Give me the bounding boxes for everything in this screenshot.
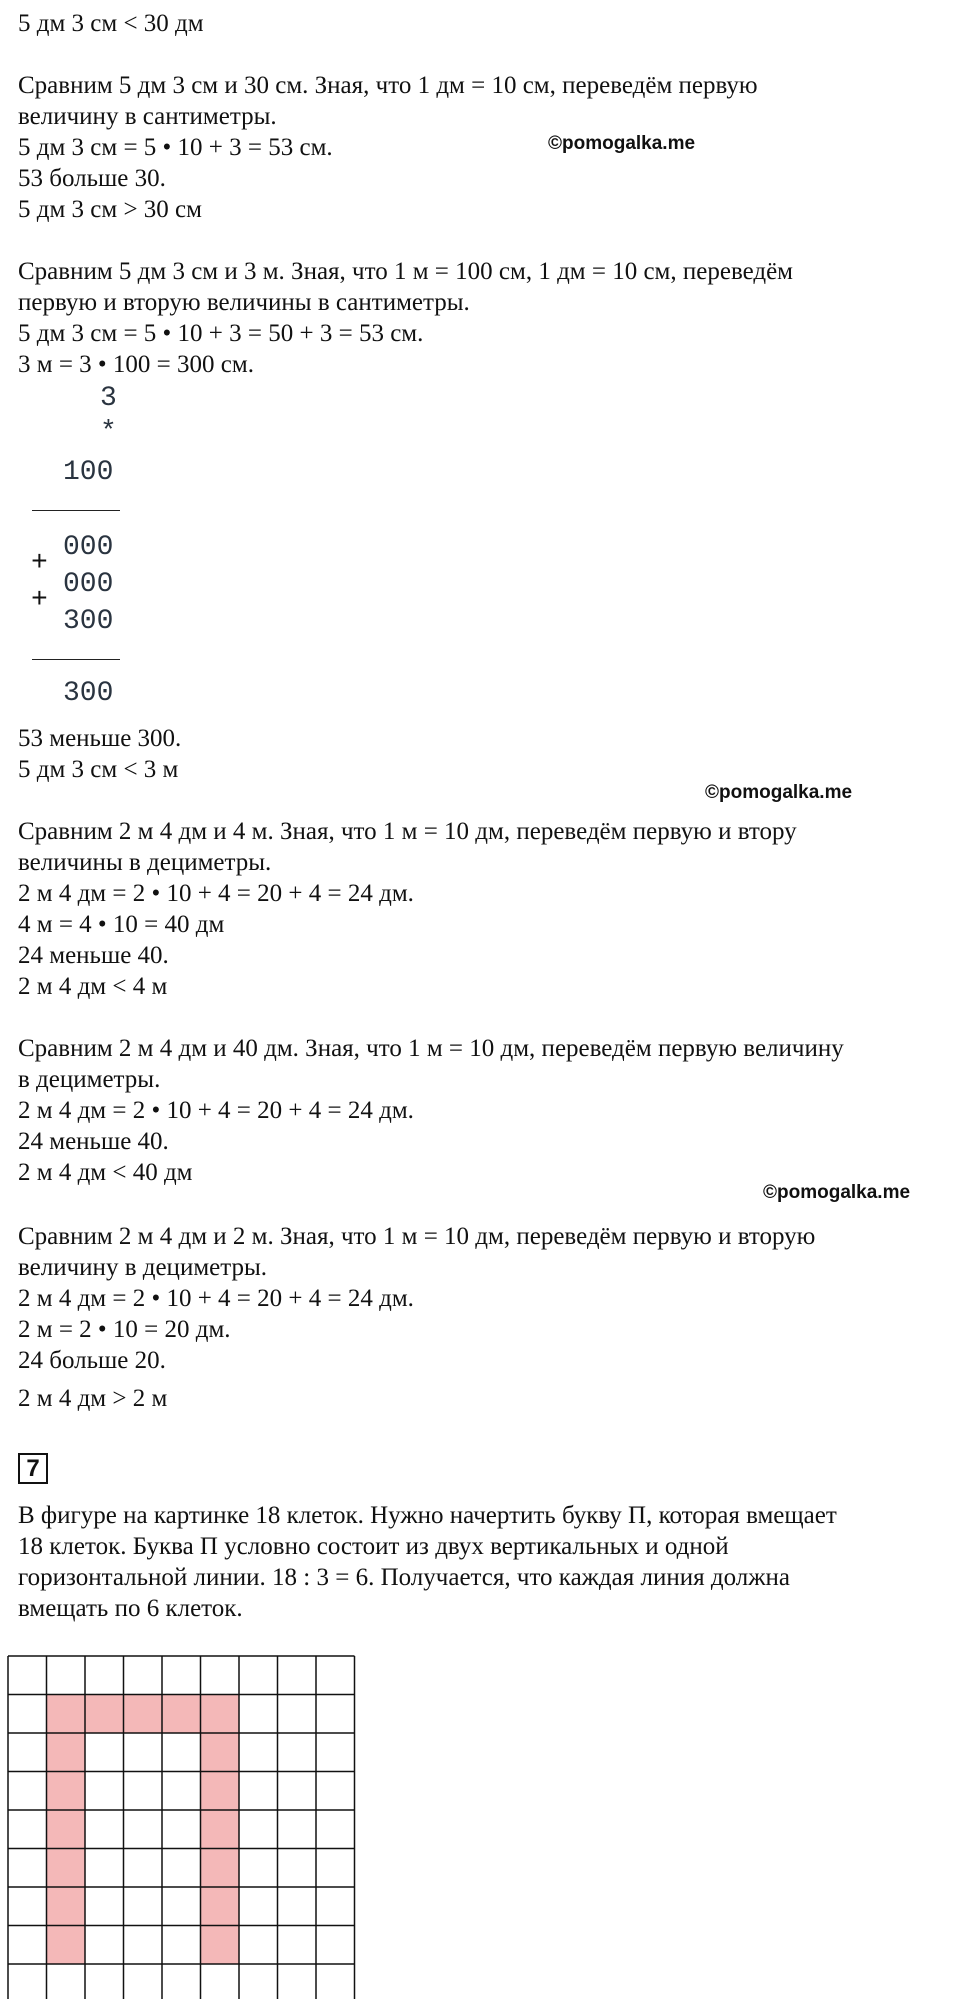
text-line: 24 меньше 40. — [18, 1128, 169, 1155]
text-line: 2 м = 2 • 10 = 20 дм. — [18, 1316, 231, 1343]
text-line: Сравним 5 дм 3 см и 3 м. Зная, что 1 м = 100 см, 1 дм = 10 см, переведём — [18, 258, 793, 285]
text-line: горизонтальной линии. 18 : 3 = 6. Получается, что каждая линия должна — [18, 1564, 790, 1591]
text-line: 24 меньше 40. — [18, 942, 169, 969]
text-line: 5 дм 3 см < 3 м — [18, 756, 179, 783]
text-line: первую и вторую величины в сантиметры. — [18, 289, 470, 316]
filled-cell — [201, 1887, 240, 1926]
mult-result: 300 — [63, 678, 114, 709]
text-line: 5 дм 3 см = 5 • 10 + 3 = 53 см. — [18, 134, 333, 161]
filled-cell — [124, 1695, 163, 1734]
text-line: 5 дм 3 см > 30 см — [18, 196, 202, 223]
text-line: 53 меньше 300. — [18, 725, 182, 752]
filled-cell — [162, 1695, 201, 1734]
text-line: 5 дм 3 см = 5 • 10 + 3 = 50 + 3 = 53 см. — [18, 320, 424, 347]
mult-line-1 — [32, 510, 120, 511]
text-line: вмещать по 6 клеток. — [18, 1595, 243, 1622]
text-line: 18 клеток. Буква П условно состоит из двух вертикальных и одной — [18, 1533, 729, 1560]
partial-product-1: 000 — [63, 532, 114, 563]
text-line: Сравним 2 м 4 дм и 40 дм. Зная, что 1 м = 10 дм, переведём первую величину — [18, 1035, 844, 1062]
filled-cell — [47, 1772, 86, 1811]
partial-product-3: 300 — [63, 606, 114, 637]
text-line: 53 больше 30. — [18, 165, 166, 192]
filled-cell — [201, 1810, 240, 1849]
partial-product-2: 000 — [63, 569, 114, 600]
filled-cell — [201, 1733, 240, 1772]
watermark: ©pomogalka.me — [763, 1182, 911, 1203]
text-line: Сравним 2 м 4 дм и 4 м. Зная, что 1 м = 10 дм, переведём первую и втору — [18, 818, 797, 845]
filled-cell — [85, 1695, 124, 1734]
plus-sign: + — [31, 548, 48, 579]
text-line: 24 больше 20. — [18, 1347, 166, 1374]
filled-cell — [201, 1772, 240, 1811]
text-line: 2 м 4 дм < 40 дм — [18, 1159, 193, 1186]
watermark: ©pomogalka.me — [705, 782, 853, 803]
mult-operand-a: 3 — [100, 383, 117, 414]
task-number-badge: 7 — [18, 1453, 48, 1484]
text-line: 2 м 4 дм > 2 м — [18, 1385, 168, 1412]
mult-operator: * — [100, 417, 117, 448]
text-line: 2 м 4 дм < 4 м — [18, 973, 168, 1000]
filled-cell — [47, 1926, 86, 1965]
text-line: Сравним 5 дм 3 см и 30 см. Зная, что 1 дм = 10 см, переведём первую — [18, 72, 758, 99]
watermark: ©pomogalka.me — [548, 133, 696, 154]
filled-cell — [201, 1849, 240, 1888]
filled-cell — [47, 1695, 86, 1734]
filled-cell — [47, 1810, 86, 1849]
filled-cell — [201, 1926, 240, 1965]
mult-operand-b: 100 — [63, 457, 114, 488]
text-line: 2 м 4 дм = 2 • 10 + 4 = 20 + 4 = 24 дм. — [18, 1097, 414, 1124]
plus-sign: + — [31, 585, 48, 616]
filled-cell — [47, 1733, 86, 1772]
text-line: В фигуре на картинке 18 клеток. Нужно начертить букву П, которая вмещает — [18, 1502, 837, 1529]
filled-cell — [201, 1695, 240, 1734]
text-line: 4 м = 4 • 10 = 40 дм — [18, 911, 225, 938]
text-line: 5 дм 3 см < 30 дм — [18, 10, 204, 37]
filled-cell — [47, 1887, 86, 1926]
text-line: 2 м 4 дм = 2 • 10 + 4 = 20 + 4 = 24 дм. — [18, 1285, 414, 1312]
filled-cell — [47, 1849, 86, 1888]
text-line: в дециметры. — [18, 1066, 161, 1093]
text-line: величины в дециметры. — [18, 849, 272, 876]
text-line: 2 м 4 дм = 2 • 10 + 4 = 20 + 4 = 24 дм. — [18, 880, 414, 907]
letter-p-grid — [7, 1655, 357, 1999]
text-line: Сравним 2 м 4 дм и 2 м. Зная, что 1 м = 10 дм, переведём первую и вторую — [18, 1223, 816, 1250]
text-line: величину в сантиметры. — [18, 103, 277, 130]
mult-line-2 — [32, 659, 120, 660]
text-line: 3 м = 3 • 100 = 300 см. — [18, 351, 254, 378]
text-line: величину в дециметры. — [18, 1254, 268, 1281]
